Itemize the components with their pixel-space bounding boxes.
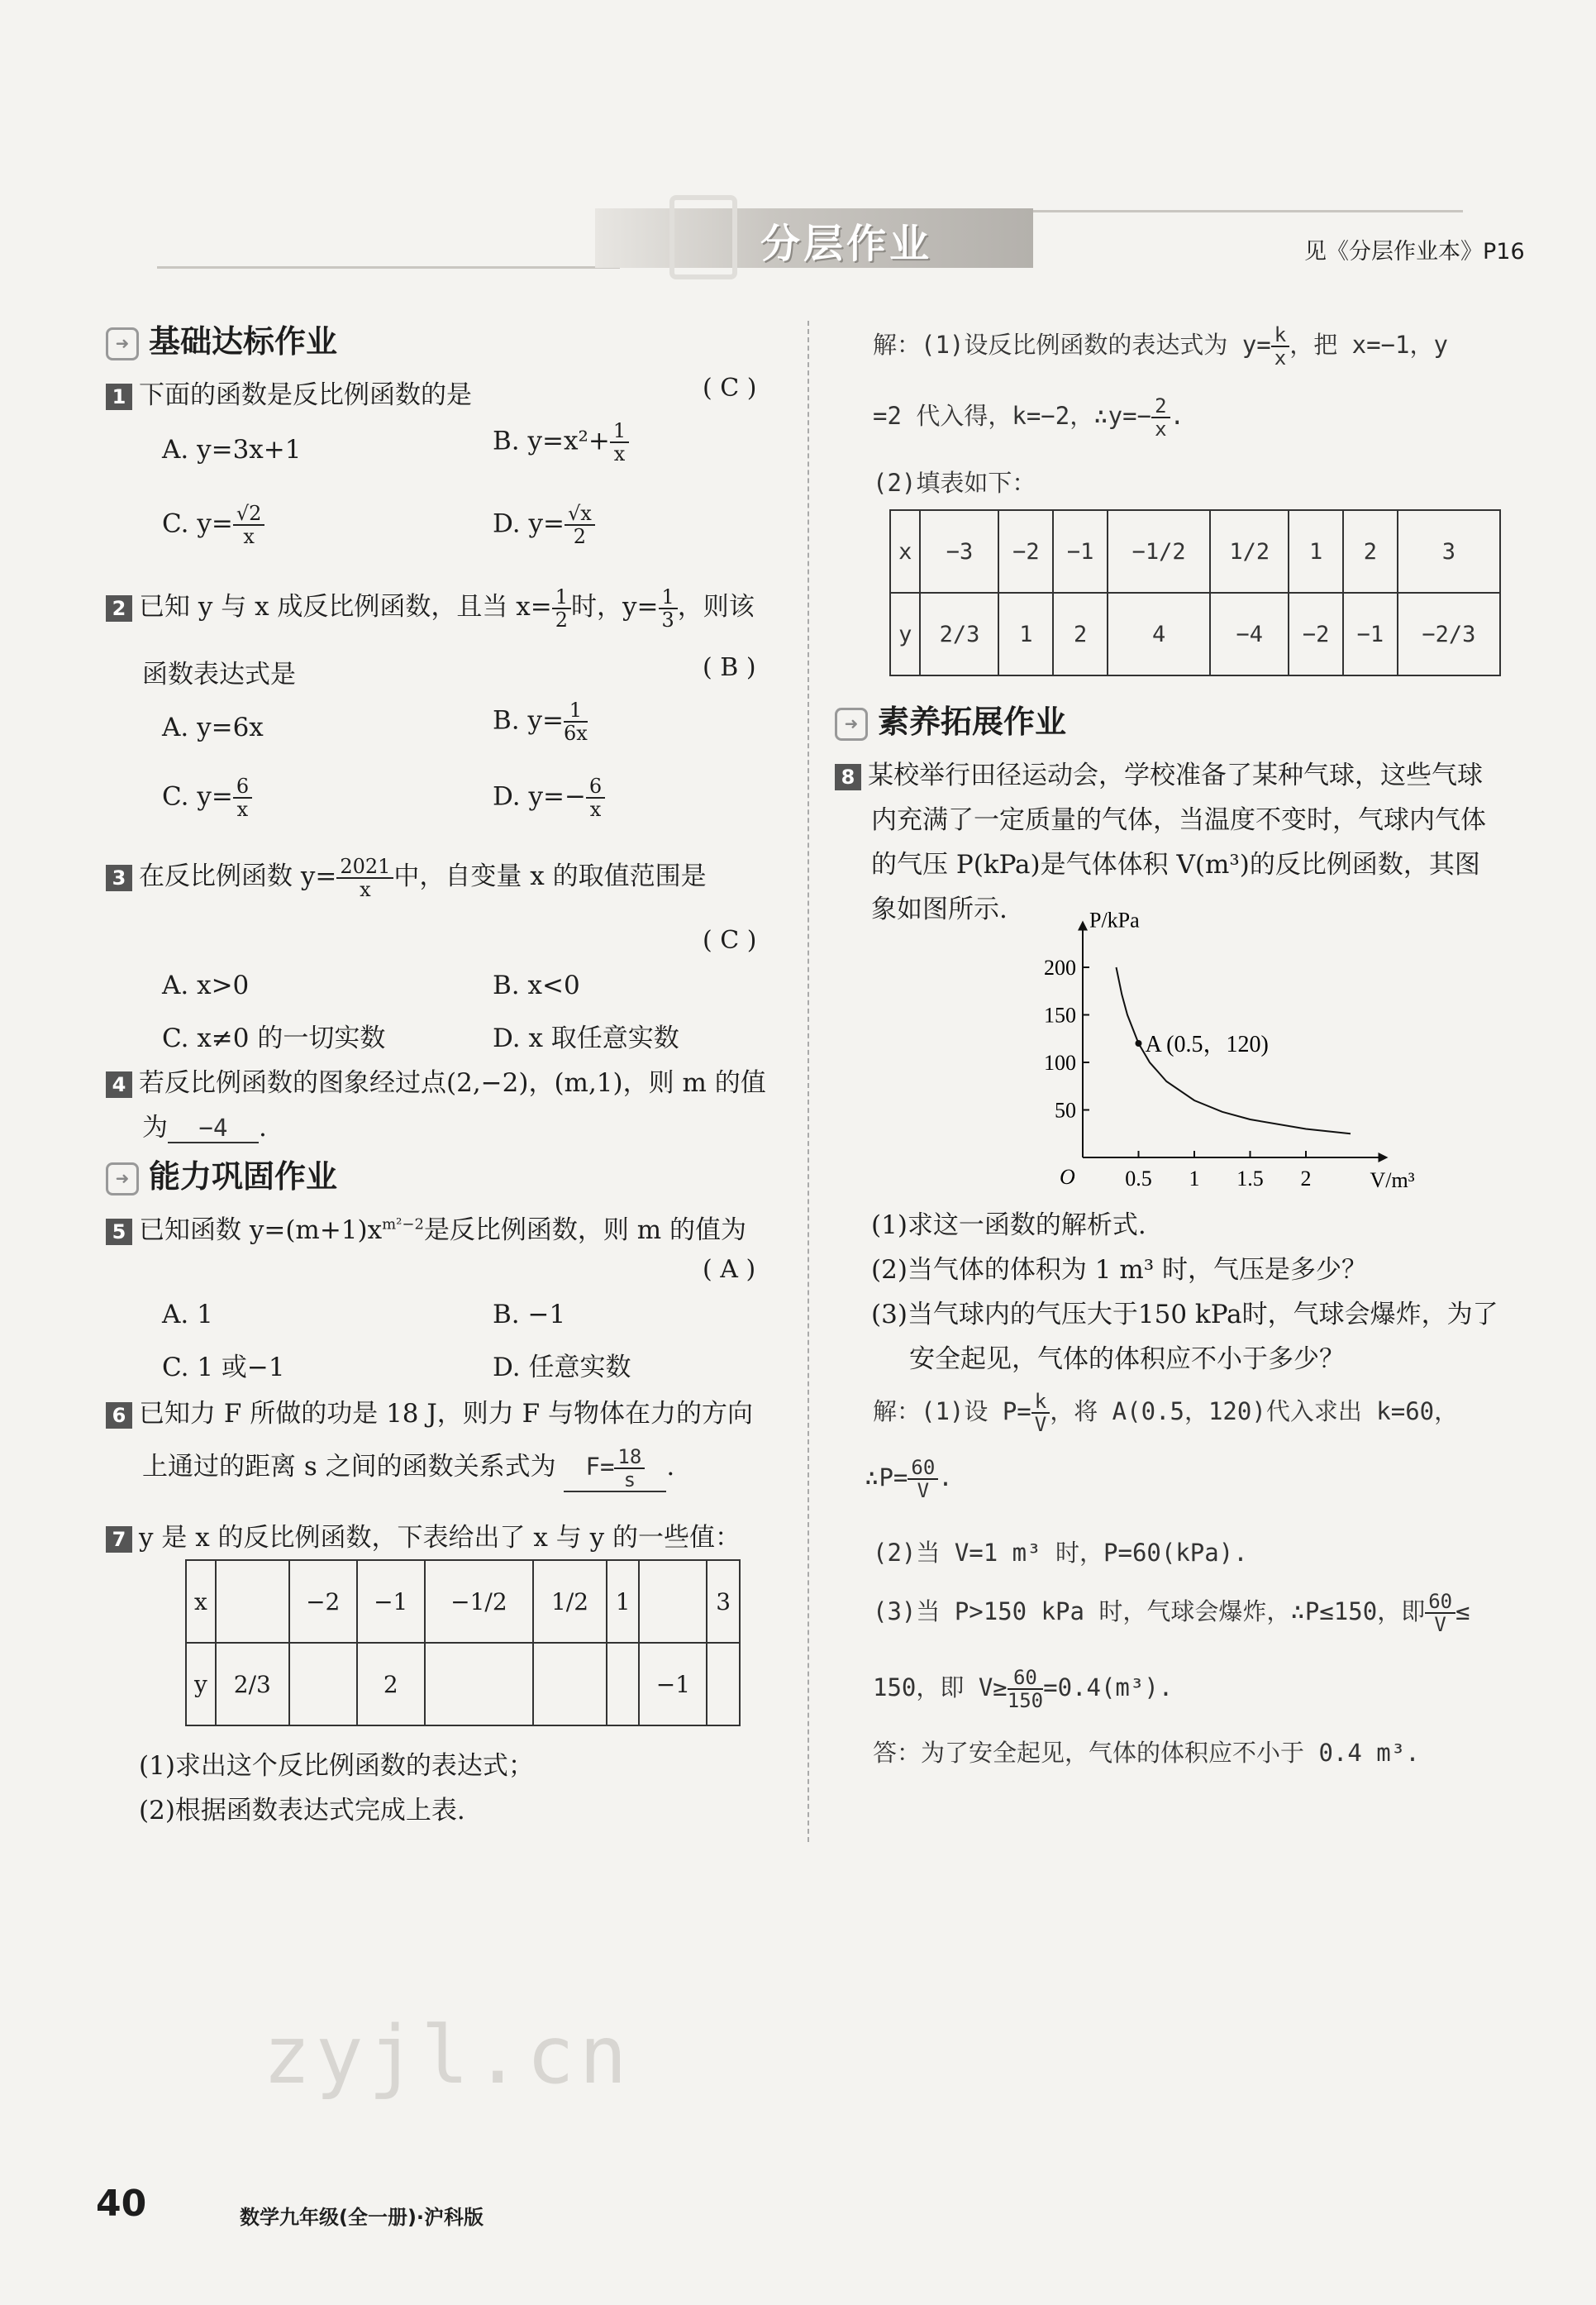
q2-option-d [493,775,605,820]
q5-option-b: B. −1 [493,1300,566,1329]
q7-number: 7 [106,1526,132,1553]
q3-option-b: B. x<0 [493,971,580,1000]
frac-den: V [1434,1613,1446,1636]
arrow-icon: ➜ [106,327,139,360]
q8-line-3: 的气压 P(kPa)是气体体积 V(m³)的反比例函数，其图 [871,850,1480,880]
sol8-fraction-4 [1008,1667,1043,1711]
q8-sub3a: (3)当气球内的气压大于150 kPa时，气球会爆炸，为了 [871,1300,1498,1329]
frac-num: 18 [614,1446,645,1469]
q2-number: 2 [106,595,132,622]
sol8-line2-a: ∴P= [865,1463,908,1491]
frac-num: 60 [1008,1667,1043,1690]
frac-den: x [1155,418,1167,441]
sol7-cell: y [890,593,920,675]
q7-cell: −1/2 [425,1560,533,1643]
point-a-label: A (0.5，120) [1145,1032,1269,1057]
watermark: zyjl.cn [263,2009,632,2102]
sol8-line1-b: ，将 A(0.5，120)代入求出 k=60， [1050,1397,1459,1425]
q4-number: 4 [106,1071,132,1098]
q4-stem [106,1062,766,1099]
q2-option-c [162,775,252,820]
q1-option-d [493,503,595,547]
q7-cell [639,1560,707,1643]
pressure-volume-chart [1017,908,1415,1199]
q5-option-a: A. 1 [162,1300,213,1329]
q8-text-1: 某校举行田径运动会，学校准备了某种气球，这些气球 [868,761,1483,790]
sol7-line2 [873,395,1184,440]
frac-num: 1 [564,699,588,723]
q5-exponent: m²−2 [382,1215,424,1234]
q7-cell: 3 [707,1560,740,1643]
q7-sub1: (1)求出这个反比例函数的表达式； [139,1751,534,1781]
q7-cell [289,1643,357,1725]
frac-num: 6 [586,775,605,799]
y-tick-label: 200 [1044,956,1076,980]
header-rule-right [1033,210,1463,212]
q4-answer-line [142,1106,267,1143]
q4-period: . [259,1113,267,1143]
frac-den: x [236,798,249,821]
q3-text-b: 中，自变量 x 的取值范围是 [393,861,707,891]
sol8-line2-b: . [938,1463,953,1491]
sol7-cell: 1/2 [1210,510,1289,593]
section-ability-title: 能力巩固作业 [149,1158,338,1195]
sol8-line6: 答：为了安全起见，气体的体积应不小于 0.4 m³. [873,1739,1420,1767]
q5-number: 5 [106,1219,132,1245]
q2-option-b [493,699,588,744]
sol7-cell: −1 [1343,593,1398,675]
sol8-line4-a: (3)当 P>150 kPa 时，气球会爆炸，∴P≤150，即 [873,1597,1426,1625]
frac-den: 6x [563,722,588,745]
sol7-cell: 2 [1053,593,1108,675]
q2-stem [106,585,755,631]
q1-number: 1 [106,384,132,410]
sol7-cell: −3 [920,510,998,593]
q7-cell: −2 [289,1560,357,1643]
sol7-cell: −1 [1053,510,1108,593]
q6-answer-fraction [614,1446,645,1491]
sol7-line1-a: 解：(1)设反比例函数的表达式为 y= [873,331,1271,359]
q6-answer-text: F= [585,1453,615,1481]
column-divider [808,321,809,1842]
q6-stem [106,1392,753,1429]
sol8-fraction-3 [1425,1591,1455,1635]
frac-num: 2 [1151,395,1170,418]
q1-option-c-text: C. y= [162,508,233,539]
x-tick-label: 0.5 [1125,1167,1152,1191]
q7-cell: −1 [357,1560,425,1643]
q8-sub2: (2)当气体的体积为 1 m³ 时，气压是多少？ [871,1255,1368,1285]
section-basic [106,316,337,361]
sol7-row-y [890,593,1500,675]
sol7-fraction-k [1271,324,1289,369]
q6-period: . [666,1452,675,1482]
sol7-line3: (2)填表如下： [873,469,1036,497]
q7-cell: 2/3 [216,1643,289,1725]
frac-num: 60 [908,1457,938,1480]
q3-option-a: A. x>0 [162,971,250,1000]
q2-option-d-text: D. y=− [493,781,586,812]
q3-stem [106,855,707,900]
x-tick-label: 1.5 [1236,1167,1264,1191]
q7-cell [607,1643,640,1725]
x-axis-arrow-icon [1379,1152,1389,1162]
q1-option-b-fraction [610,420,629,465]
q1-option-c-fraction [233,503,265,547]
sol7-cell: 2 [1343,510,1398,593]
q7-cell [533,1643,607,1725]
q7-cell [216,1560,289,1643]
sol7-cell: −1/2 [1108,510,1210,593]
sol7-cell: −2 [998,510,1053,593]
frac-num: √x [565,503,595,526]
q2-fraction-2 [659,586,678,631]
section-basic-title: 基础达标作业 [149,323,338,360]
q8-line-1 [835,754,1483,791]
x-tick-label: 1 [1189,1167,1200,1191]
q7-cell [707,1643,740,1725]
sol7-cell: x [890,510,920,593]
sol8-line3: (2)当 V=1 m³ 时，P=60(kPa). [873,1539,1248,1567]
q3-text-a: 在反比例函数 y= [139,861,337,891]
sol7-row-x [890,510,1500,593]
q8-sub3b: 安全起见，气体的体积应不小于多少？ [909,1344,1345,1374]
frac-num: 1 [610,420,629,443]
header-title: 分层作业 [760,221,933,267]
q2-option-d-fraction [586,775,605,820]
sol7-line2-b: . [1170,402,1184,430]
y-tick-label: 50 [1055,1098,1076,1123]
y-tick-label: 100 [1044,1051,1076,1075]
y-axis-arrow-icon [1078,921,1088,931]
q7-cell: 1 [607,1560,640,1643]
sol8-line1 [873,1391,1458,1435]
header-rule-left [157,266,620,269]
frac-den: 2 [555,608,569,632]
q7-table [185,1559,741,1726]
frac-num: 6 [233,775,252,799]
point-a [1136,1040,1142,1047]
header-ref: 见《分层作业本》P16 [1304,239,1525,265]
y-axis-label: P/kPa [1089,908,1140,933]
q1-option-b [493,420,629,465]
sol7-table [889,509,1501,676]
q6-answer [564,1446,666,1492]
q1-option-b-text: B. y=x²+ [493,426,610,456]
q3-number: 3 [106,865,132,891]
sol8-line4-b: ≤ [1455,1597,1470,1625]
q7-text: y 是 x 的反比例函数，下表给出了 x 与 y 的一些值： [139,1523,741,1553]
sol7-line2-a: =2 代入得，k=−2，∴y=− [873,402,1152,430]
y-tick-label: 150 [1044,1003,1076,1028]
frac-num: k [1271,324,1289,347]
axis-ticks [1044,956,1312,1191]
q2-option-c-text: C. y= [162,781,233,812]
q3-option-d: D. x 取任意实数 [493,1024,679,1053]
q8-sub1: (1)求这一函数的解析式. [871,1210,1146,1240]
sol7-cell: 2/3 [920,593,998,675]
frac-num: 1 [552,586,571,609]
frac-den: x [243,525,255,548]
section-extend [835,696,1066,742]
sol7-fraction-result [1151,395,1170,440]
q7-row-y [186,1643,740,1725]
book-title: 数学九年级(全一册)·沪科版 [240,2206,484,2229]
sol8-line5 [873,1667,1173,1711]
x-axis-label: V/m³ [1370,1168,1415,1192]
frac-den: s [623,1468,636,1491]
q2-option-b-text: B. y= [493,705,564,736]
q1-option-a: A. y=3x+1 [162,435,302,465]
q5-text-b: 是反比例函数，则 m 的值为 [423,1215,747,1245]
q2-text-b: 时，y= [571,592,659,622]
q7-stem [106,1516,741,1553]
q8-line-4: 象如图所示. [871,895,1008,924]
sol8-line1-a: 解：(1)设 P= [873,1397,1031,1425]
arrow-icon: ➜ [835,708,868,741]
q2-text-a: 已知 y 与 x 成反比例函数，且当 x= [139,592,552,622]
q1-option-d-text: D. y= [493,508,565,539]
q5-answer: ( A ) [703,1255,756,1284]
q7-cell: y [186,1643,216,1725]
q1-option-d-fraction [565,503,595,547]
sol7-cell: −4 [1210,593,1289,675]
sol7-cell: 4 [1108,593,1210,675]
q7-row-x [186,1560,740,1643]
frac-den: x [613,442,626,465]
frac-den: x [360,877,371,901]
sol7-cell: 1 [998,593,1053,675]
q3-fraction [336,856,393,900]
frac-den: V [1034,1413,1047,1436]
q8-line-2: 内充满了一定质量的气体，当温度不变时，气球内气体 [871,805,1486,835]
sol8-line2 [865,1457,953,1501]
q2-option-a: A. y=6x [162,713,264,742]
frac-den: 2 [573,525,586,548]
q5-option-d: D. 任意实数 [493,1353,631,1382]
q6-answer-line [142,1445,674,1492]
sol8-fraction-1 [1031,1391,1050,1435]
origin-label: O [1060,1165,1075,1189]
frac-num: 2021 [336,856,393,879]
sol8-fraction-2 [908,1457,938,1501]
q6-text: 已知力 F 所做的功是 18 J，则力 F 与物体在力的方向 [139,1399,754,1429]
q1-option-c [162,503,264,547]
header-logo-mark [669,195,737,279]
sol7-cell: 1 [1289,510,1343,593]
q1-text: 下面的函数是反比例函数的是 [139,380,472,410]
sol8-line5-b: =0.4(m³). [1043,1673,1174,1701]
sol7-line1-b: ，把 x=−1，y [1289,331,1448,359]
q4-text: 若反比例函数的图象经过点(2,−2)，(m,1)，则 m 的值 [139,1068,766,1098]
frac-num: k [1031,1391,1050,1414]
q4-text-2: 为 [142,1113,168,1143]
x-tick-label: 2 [1300,1167,1312,1191]
q2-stem-cont: 函数表达式是 [142,660,296,690]
frac-den: V [917,1479,930,1502]
q3-answer: ( C ) [703,926,757,955]
page-number: 40 [96,2183,147,2225]
frac-num: √2 [233,503,265,526]
sol8-line5-a: 150，即 V≥ [873,1673,1008,1701]
frac-den: 3 [661,608,674,632]
frac-num: 60 [1425,1591,1455,1614]
q2-text-c: ，则该 [677,592,755,622]
q7-cell: 1/2 [533,1560,607,1643]
section-ability [106,1151,337,1196]
q2-option-c-fraction [233,775,252,820]
q7-sub2: (2)根据函数表达式完成上表. [139,1796,465,1825]
sol7-cell: −2 [1289,593,1343,675]
q3-option-c: C. x≠0 的一切实数 [162,1024,386,1053]
q1-answer: ( C ) [703,374,757,403]
q2-answer: ( B ) [703,653,756,682]
q1-stem [106,374,472,411]
q7-cell: x [186,1560,216,1643]
q5-stem [106,1209,746,1246]
sol7-cell: −2/3 [1398,593,1500,675]
sol7-cell: 3 [1398,510,1500,593]
sol7-line1 [873,324,1448,369]
q6-text-2: 上通过的距离 s 之间的函数关系式为 [142,1452,556,1482]
q2-fraction-1 [552,586,571,631]
q7-cell: 2 [357,1643,425,1725]
frac-den: x [1274,346,1287,370]
q4-answer: −4 [168,1114,259,1143]
arrow-icon: ➜ [106,1162,139,1195]
sol8-line4 [873,1591,1470,1635]
frac-num: 1 [659,586,678,609]
q7-cell: −1 [639,1643,707,1725]
q6-number: 6 [106,1402,132,1429]
q5-option-c: C. 1 或−1 [162,1353,285,1382]
section-extend-title: 素养拓展作业 [878,704,1067,740]
q8-number: 8 [835,764,861,790]
q5-text-a: 已知函数 y=(m+1)x [139,1215,383,1245]
q2-option-b-fraction [564,699,588,744]
q7-cell [425,1643,533,1725]
frac-den: x [589,798,602,821]
frac-den: 150 [1007,1689,1044,1712]
